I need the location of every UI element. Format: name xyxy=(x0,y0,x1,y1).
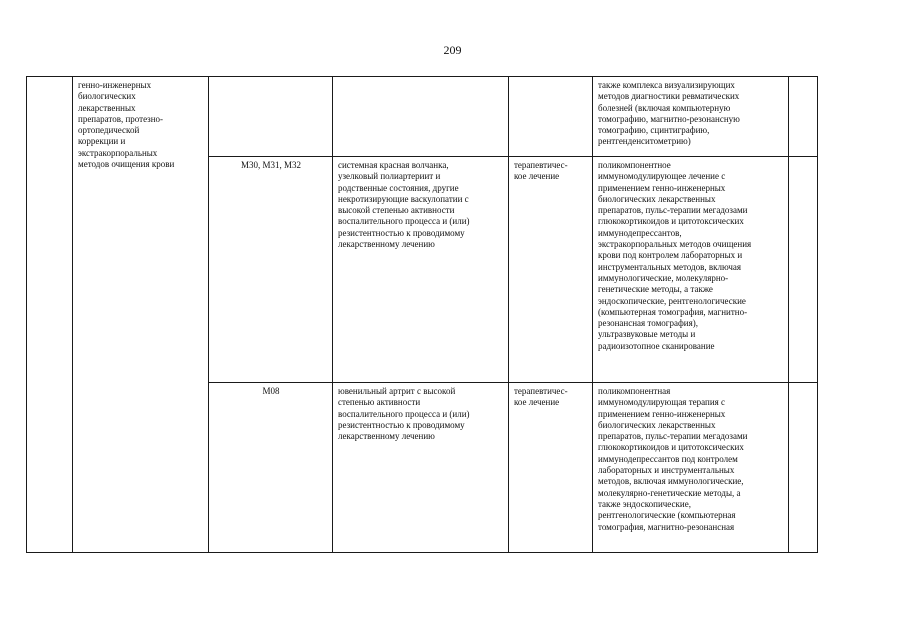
treatment-type-cell xyxy=(509,77,593,157)
patient-model-cell xyxy=(333,77,509,157)
diagnosis-code-cell: M30, M31, M32 xyxy=(209,157,333,383)
diagnosis-code-cell: M08 xyxy=(209,383,333,553)
treatment-method-cell: также комплекса визуализирующих методов диагностики ревматических болезней (включая компьютерную томографию, магнитно-резонансную томографию, сцинтиграфию, рентгенденситометрию) xyxy=(593,77,789,157)
treatment-type-cell: терапевтичес- кое лечение xyxy=(509,383,593,553)
treatment-method-cell: поликомпонентное иммуномодулирующее лечение с применением генно-инженерных биологических лекарственных препаратов, пульс-терапии мегадозами глюкокортикоидов и цитотоксических иммунодепрессантов, экстракорпоральных методов очищения крови под контролем лабораторных и инструментальных методов, включая иммунологические, молекулярно- генетические методы, а также эндоскопические, рентгенологические (компьютерная томография, магнитно- резонансная томография), ультразвуковые методы и радиоизотопное сканирование xyxy=(593,157,789,383)
standard-cost-cell xyxy=(789,77,818,157)
table-row xyxy=(27,77,818,157)
standard-cost-cell xyxy=(789,383,818,553)
treatment-type-cell: терапевтичес- кое лечение xyxy=(509,157,593,383)
patient-model-cell: ювенильный артрит с высокой степенью активности воспалительного процесса и (или) резистентностью к проводимому лекарственному лечению xyxy=(333,383,509,553)
patient-model-cell: системная красная волчанка, узелковый полиартериит и родственные состояния, другие некротизирующие васкулопатии с высокой степенью активности воспалительного процесса и (или) резистентностью к проводимому лекарственному лечению xyxy=(333,157,509,383)
treatment-method-cell: поликомпонентная иммуномодулирующая терапия с применением генно-инженерных биологических лекарственных препаратов, пульс-терапии мегадозами глюкокортикоидов и цитотоксических иммунодепрессантов под контролем лабораторных и инструментальных методов, включая иммунологические, молекулярно-генетические методы, а также эндоскопические, рентгенологические (компьютерная томография, магнитно-резонансная xyxy=(593,383,789,553)
care-type-cell: генно-инженерных биологических лекарственных препаратов, протезно- ортопедической коррекции и экстракорпоральных методов очищения крови xyxy=(73,77,209,553)
row-number-cell xyxy=(27,77,73,553)
medical-care-table xyxy=(26,76,818,553)
page-number: 209 xyxy=(443,43,462,57)
standard-cost-cell xyxy=(789,157,818,383)
diagnosis-code-cell xyxy=(209,77,333,157)
